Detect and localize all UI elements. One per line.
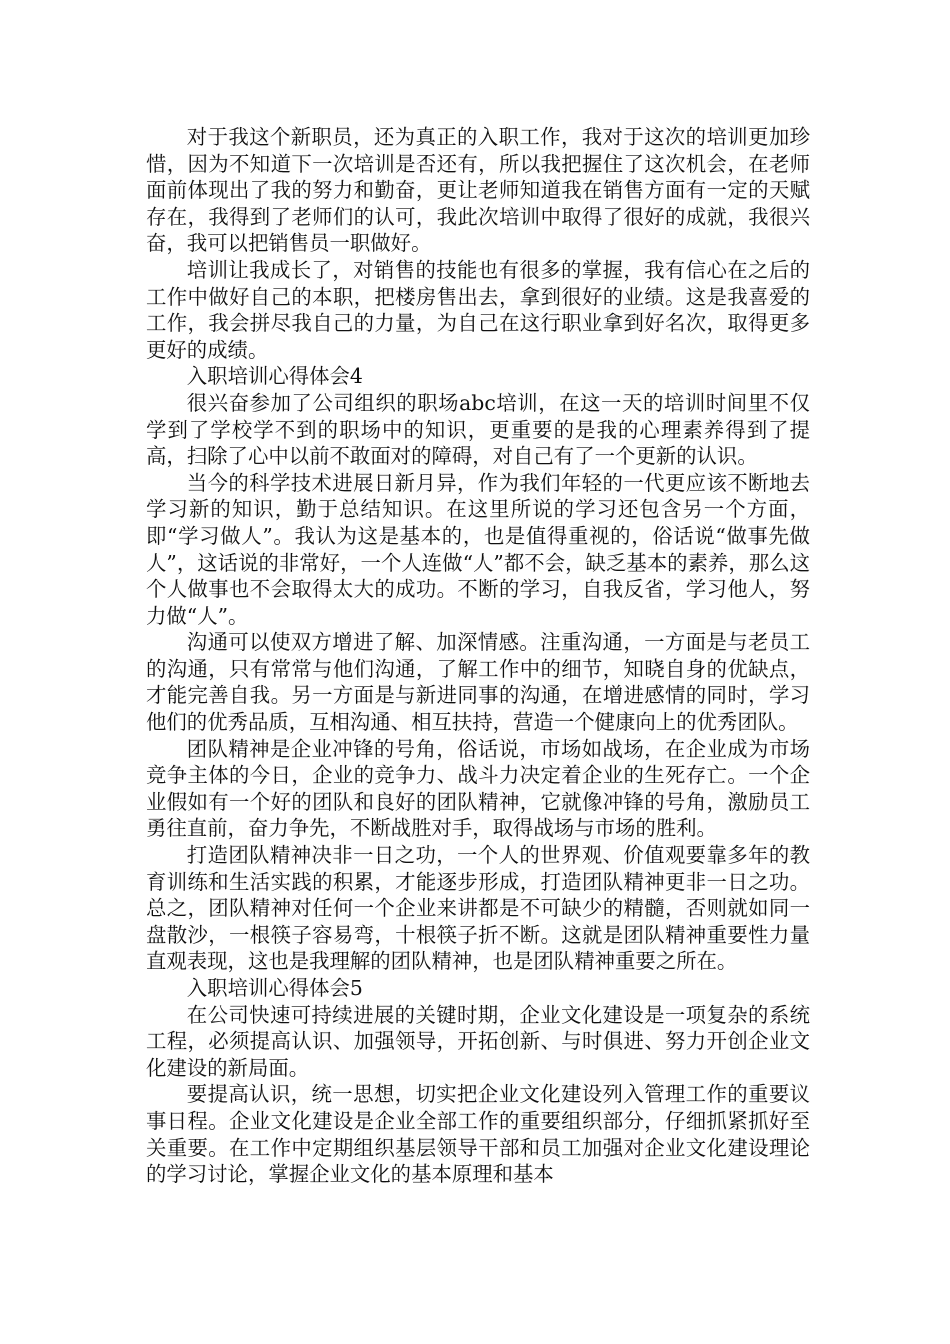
paragraph: 培训让我成长了，对销售的技能也有很多的掌握，我有信心在之后的工作中做好自己的本职，把楼房售出去，拿到很好的业绩。这是我喜爱的工作，我会拼尽我自己的力量，为自己在这行职业拿到好名次，取得更多更好的成绩。 — [146, 257, 810, 362]
paragraph: 团队精神是企业冲锋的号角，俗话说，市场如战场，在企业成为市场竞争主体的今日，企业的竞争力、战斗力决定着企业的生死存亡。一个企业假如有一个好的团队和良好的团队精神，它就像冲锋的号角，激励员工勇往直前，奋力争先，不断战胜对手，取得战场与市场的胜利。 — [146, 736, 810, 841]
paragraph: 当今的科学技术进展日新月异，作为我们年轻的一代更应该不断地去学习新的知识，勤于总结知识。在这里所说的学习还包含另一个方面，即“学习做人”。我认为这是基本的，也是值得重视的，俗话说“做事先做人”，这话说的非常好，一个人连做“人”都不会，缺乏基本的素养，那么这个人做事也不会取得太大的成功。不断的学习，自我反省，学习他人，努力做“人”。 — [146, 470, 810, 628]
paragraph: 很兴奋参加了公司组织的职场abc培训，在这一天的培训时间里不仅学到了学校学不到的职场中的知识，更重要的是我的心理素养得到了提高，扫除了心中以前不敢面对的障碍，对自己有了一个更新的认识。 — [146, 390, 810, 469]
document-body — [146, 124, 810, 1188]
paragraph: 打造团队精神决非一日之功，一个人的世界观、价值观要靠多年的教育训练和生活实践的积累，才能逐步形成，打造团队精神更非一日之功。总之，团队精神对任何一个企业来讲都是不可缺少的精髓，否则就如同一盘散沙，一根筷子容易弯，十根筷子折不断。这就是团队精神重要性力量直观表现，这也是我理解的团队精神，也是团队精神重要之所在。 — [146, 843, 810, 974]
paragraph: 要提高认识，统一思想，切实把企业文化建设列入管理工作的重要议事日程。企业文化建设是企业全部工作的重要组织部分，仔细抓紧抓好至关重要。在工作中定期组织基层领导干部和员工加强对企业文化建设理论的学习讨论，掌握企业文化的基本原理和基本 — [146, 1082, 810, 1187]
section-heading: 入职培训心得体会4 — [186, 364, 363, 389]
paragraph: 在公司快速可持续进展的关键时期，企业文化建设是一项复杂的系统工程，必须提高认识、加强领导，开拓创新、与时俱进、努力开创企业文化建设的新局面。 — [146, 1002, 810, 1080]
paragraph: 沟通可以使双方增进了解、加深情感。注重沟通，一方面是与老员工的沟通，只有常常与他们沟通，了解工作中的细节，知晓自身的优缺点，才能完善自我。另一方面是与新进同事的沟通，在增进感情的同时，学习他们的优秀品质，互相沟通、相互扶持，营造一个健康向上的优秀团队。 — [146, 630, 810, 735]
section-heading: 入职培训心得体会5 — [186, 976, 363, 1000]
paragraph: 对于我这个新职员，还为真正的入职工作，我对于这次的培训更加珍惜，因为不知道下一次培训是否还有，所以我把握住了这次机会，在老师面前体现出了我的努力和勤奋，更让老师知道我在销售方面有一定的天赋存在，我得到了老师们的认可，我此次培训中取得了很好的成就，我很兴奋，我可以把销售员一职做好。 — [146, 125, 810, 256]
